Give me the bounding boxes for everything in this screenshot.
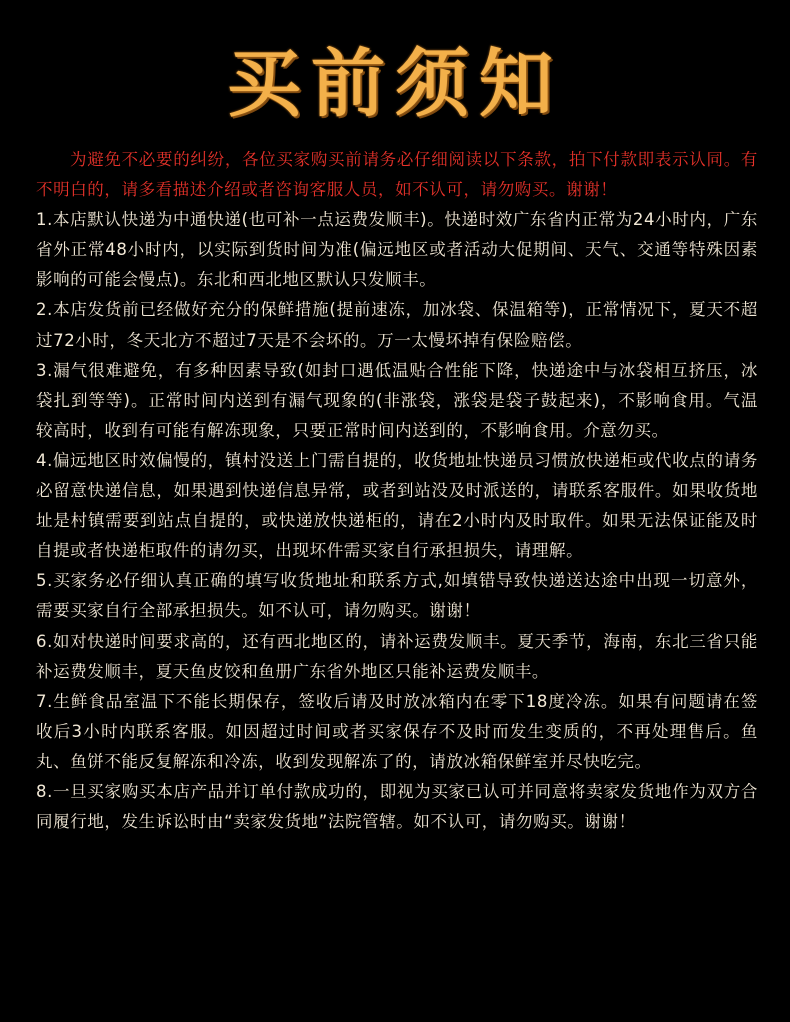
term-2: 2.本店发货前已经做好充分的保鲜措施(提前速冻，加冰袋、保温箱等)，正常情况下，夏天不超过72小时，冬天北方不超过7天是不会坏的。万一太慢坏掉有保险赔偿。 [36,300,758,350]
term-4: 4.偏远地区时效偏慢的，镇村没送上门需自提的，收货地址快递员习惯放快递柜或代收点的请务必留意快递信息，如果遇到快递信息异常，或者到站没及时派送的，请联系客服件。如果收货地址是村镇需要到站点自提的，或快递放快递柜的，请在2小时内及时取件。如果无法保证能及时自提或者快递柜取件的请勿买，出现坏件需买家自行承担损失，请理解。 [36,450,758,561]
term-1: 1.本店默认快递为中通快递(也可补一点运费发顺丰)。快递时效广东省内正常为24小时内，广东省外正常48小时内，以实际到货时间为准(偏远地区或者活动大促期间、天气、交通等特殊因素影响的可能会慢点)。东北和西北地区默认只发顺丰。 [36,210,758,290]
page-title: 买前须知 [227,41,563,127]
term-8: 8.一旦买家购买本店产品并订单付款成功的，即视为买家已认可并同意将卖家发货地作为双方合同履行地，发生诉讼时由“卖家发货地”法院管辖。如不认可，请勿购买。谢谢！ [36,781,758,832]
intro-paragraph: 为避免不必要的纠纷，各位买家购买前请务必仔细阅读以下条款，拍下付款即表示认同。有不明白的，请多看描述介绍或者咨询客服人员，如不认可，请勿购买。谢谢！ [36,150,758,200]
term-3: 3.漏气很难避免，有多种因素导致(如封口遇低温贴合性能下降，快递途中与冰袋相互挤压，冰袋扎到等等)。正常时间内送到有漏气现象的(非涨袋，涨袋是袋子鼓起来)，不影响食用。气温较高时，收到有可能有解冻现象，只要正常时间内送到的，不影响食用。介意勿买。 [36,360,758,440]
term-5: 5.买家务必仔细认真正确的填写收货地址和联系方式,如填错导致快递送达途中出现一切意外，需要买家自行全部承担损失。如不认可，请勿购买。谢谢！ [36,571,758,621]
term-7: 7.生鲜食品室温下不能长期保存，签收后请及时放冰箱内在零下18度冷冻。如果有问题请在签收后3小时内联系客服。如因超过时间或者买家保存不及时而发生变质的，不再处理售后。鱼丸、鱼饼不能反复解冻和冷冻，收到发现解冻了的，请放冰箱保鲜室并尽快吃完。 [36,691,758,771]
notice-body [36,145,758,837]
term-6: 6.如对快递时间要求高的，还有西北地区的，请补运费发顺丰。夏天季节，海南，东北三省只能补运费发顺丰，夏天鱼皮饺和鱼册广东省外地区只能补运费发顺丰。 [36,631,758,681]
